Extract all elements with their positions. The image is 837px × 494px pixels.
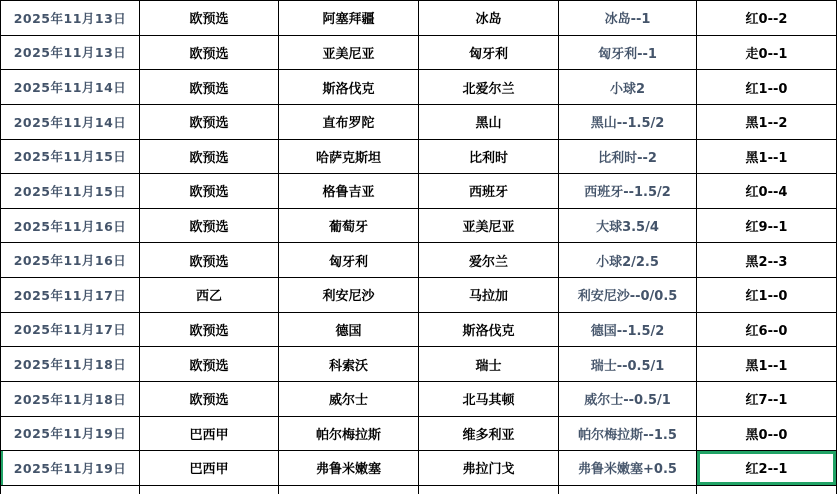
- cell-result-row3[interactable]: 红1--0: [697, 70, 837, 105]
- cell-home-row7[interactable]: 葡萄牙: [279, 209, 419, 244]
- cell-league-row14[interactable]: 巴西甲: [140, 451, 279, 486]
- cell-date-row14[interactable]: 2025年11月19日: [1, 451, 140, 486]
- cell-home-row12[interactable]: 威尔士: [279, 382, 419, 417]
- cell-empty[interactable]: [140, 486, 279, 494]
- cell-result-row12[interactable]: 红7--1: [697, 382, 837, 417]
- cell-away-row8[interactable]: 爱尔兰: [419, 243, 559, 278]
- cell-league-row5[interactable]: 欧预选: [140, 140, 279, 175]
- cell-away-row9[interactable]: 马拉加: [419, 278, 559, 313]
- cell-date-row4[interactable]: 2025年11月14日: [1, 105, 140, 140]
- cell-result-row6[interactable]: 红0--4: [697, 174, 837, 209]
- cell-league-row4[interactable]: 欧预选: [140, 105, 279, 140]
- cell-home-row14[interactable]: 弗鲁米嫩塞: [279, 451, 419, 486]
- cell-league-row13[interactable]: 巴西甲: [140, 417, 279, 452]
- cell-date-row9[interactable]: 2025年11月17日: [1, 278, 140, 313]
- cell-date-row2[interactable]: 2025年11月13日: [1, 36, 140, 71]
- cell-empty[interactable]: [1, 486, 140, 494]
- cell-pick-row4[interactable]: 黑山--1.5/2: [559, 105, 697, 140]
- cell-date-row8[interactable]: 2025年11月16日: [1, 243, 140, 278]
- cell-pick-row14[interactable]: 弗鲁米嫩塞+0.5: [559, 451, 697, 486]
- cell-pick-row13[interactable]: 帕尔梅拉斯--1.5: [559, 417, 697, 452]
- cell-empty[interactable]: [419, 486, 559, 494]
- cell-pick-row7[interactable]: 大球3.5/4: [559, 209, 697, 244]
- cell-date-row7[interactable]: 2025年11月16日: [1, 209, 140, 244]
- cell-away-row1[interactable]: 冰岛: [419, 1, 559, 36]
- cell-result-row11[interactable]: 黑1--1: [697, 347, 837, 382]
- cell-away-row4[interactable]: 黑山: [419, 105, 559, 140]
- cell-league-row11[interactable]: 欧预选: [140, 347, 279, 382]
- cell-pick-row8[interactable]: 小球2/2.5: [559, 243, 697, 278]
- cell-date-row13[interactable]: 2025年11月19日: [1, 417, 140, 452]
- cell-away-row6[interactable]: 西班牙: [419, 174, 559, 209]
- cell-home-row5[interactable]: 哈萨克斯坦: [279, 140, 419, 175]
- cell-pick-row2[interactable]: 匈牙利--1: [559, 36, 697, 71]
- cell-empty[interactable]: [559, 486, 697, 494]
- cell-home-row13[interactable]: 帕尔梅拉斯: [279, 417, 419, 452]
- cell-date-row1[interactable]: 2025年11月13日: [1, 1, 140, 36]
- cell-league-row7[interactable]: 欧预选: [140, 209, 279, 244]
- cell-home-row2[interactable]: 亚美尼亚: [279, 36, 419, 71]
- cell-home-row10[interactable]: 德国: [279, 313, 419, 348]
- cell-league-row3[interactable]: 欧预选: [140, 70, 279, 105]
- cell-home-row1[interactable]: 阿塞拜疆: [279, 1, 419, 36]
- cell-result-row1[interactable]: 红0--2: [697, 1, 837, 36]
- cell-home-row4[interactable]: 直布罗陀: [279, 105, 419, 140]
- cell-league-row12[interactable]: 欧预选: [140, 382, 279, 417]
- cell-home-row11[interactable]: 科索沃: [279, 347, 419, 382]
- cell-pick-row5[interactable]: 比利时--2: [559, 140, 697, 175]
- cell-away-row3[interactable]: 北爱尔兰: [419, 70, 559, 105]
- cell-pick-row6[interactable]: 西班牙--1.5/2: [559, 174, 697, 209]
- cell-pick-row12[interactable]: 威尔士--0.5/1: [559, 382, 697, 417]
- cell-away-row14[interactable]: 弗拉门戈: [419, 451, 559, 486]
- cell-date-row10[interactable]: 2025年11月17日: [1, 313, 140, 348]
- cell-league-row2[interactable]: 欧预选: [140, 36, 279, 71]
- cell-league-row1[interactable]: 欧预选: [140, 1, 279, 36]
- cell-pick-row9[interactable]: 利安尼沙--0/0.5: [559, 278, 697, 313]
- cell-league-row9[interactable]: 西乙: [140, 278, 279, 313]
- cell-home-row8[interactable]: 匈牙利: [279, 243, 419, 278]
- cell-date-row3[interactable]: 2025年11月14日: [1, 70, 140, 105]
- cell-home-row3[interactable]: 斯洛伐克: [279, 70, 419, 105]
- cell-away-row12[interactable]: 北马其顿: [419, 382, 559, 417]
- cell-result-row5[interactable]: 黑1--1: [697, 140, 837, 175]
- cell-league-row10[interactable]: 欧预选: [140, 313, 279, 348]
- cell-away-row7[interactable]: 亚美尼亚: [419, 209, 559, 244]
- cell-away-row11[interactable]: 瑞士: [419, 347, 559, 382]
- cell-empty[interactable]: [279, 486, 419, 494]
- cell-result-row2[interactable]: 走0--1: [697, 36, 837, 71]
- cell-pick-row10[interactable]: 德国--1.5/2: [559, 313, 697, 348]
- cell-away-row13[interactable]: 维多利亚: [419, 417, 559, 452]
- cell-date-row11[interactable]: 2025年11月18日: [1, 347, 140, 382]
- cell-result-row13[interactable]: 黑0--0: [697, 417, 837, 452]
- cell-result-row7[interactable]: 红9--1: [697, 209, 837, 244]
- cell-result-row9[interactable]: 红1--0: [697, 278, 837, 313]
- cell-away-row5[interactable]: 比利时: [419, 140, 559, 175]
- selected-cell[interactable]: 红2--1: [697, 451, 837, 486]
- cell-home-row9[interactable]: 利安尼沙: [279, 278, 419, 313]
- cell-date-row6[interactable]: 2025年11月15日: [1, 174, 140, 209]
- cell-away-row2[interactable]: 匈牙利: [419, 36, 559, 71]
- cell-result-row10[interactable]: 红6--0: [697, 313, 837, 348]
- cell-pick-row1[interactable]: 冰岛--1: [559, 1, 697, 36]
- cell-empty[interactable]: [697, 486, 837, 494]
- cell-pick-row3[interactable]: 小球2: [559, 70, 697, 105]
- cell-date-row5[interactable]: 2025年11月15日: [1, 140, 140, 175]
- cell-home-row6[interactable]: 格鲁吉亚: [279, 174, 419, 209]
- cell-result-row4[interactable]: 黑1--2: [697, 105, 837, 140]
- cell-date-row12[interactable]: 2025年11月18日: [1, 382, 140, 417]
- cell-pick-row11[interactable]: 瑞士--0.5/1: [559, 347, 697, 382]
- cell-league-row6[interactable]: 欧预选: [140, 174, 279, 209]
- cell-away-row10[interactable]: 斯洛伐克: [419, 313, 559, 348]
- cell-result-row8[interactable]: 黑2--3: [697, 243, 837, 278]
- cell-league-row8[interactable]: 欧预选: [140, 243, 279, 278]
